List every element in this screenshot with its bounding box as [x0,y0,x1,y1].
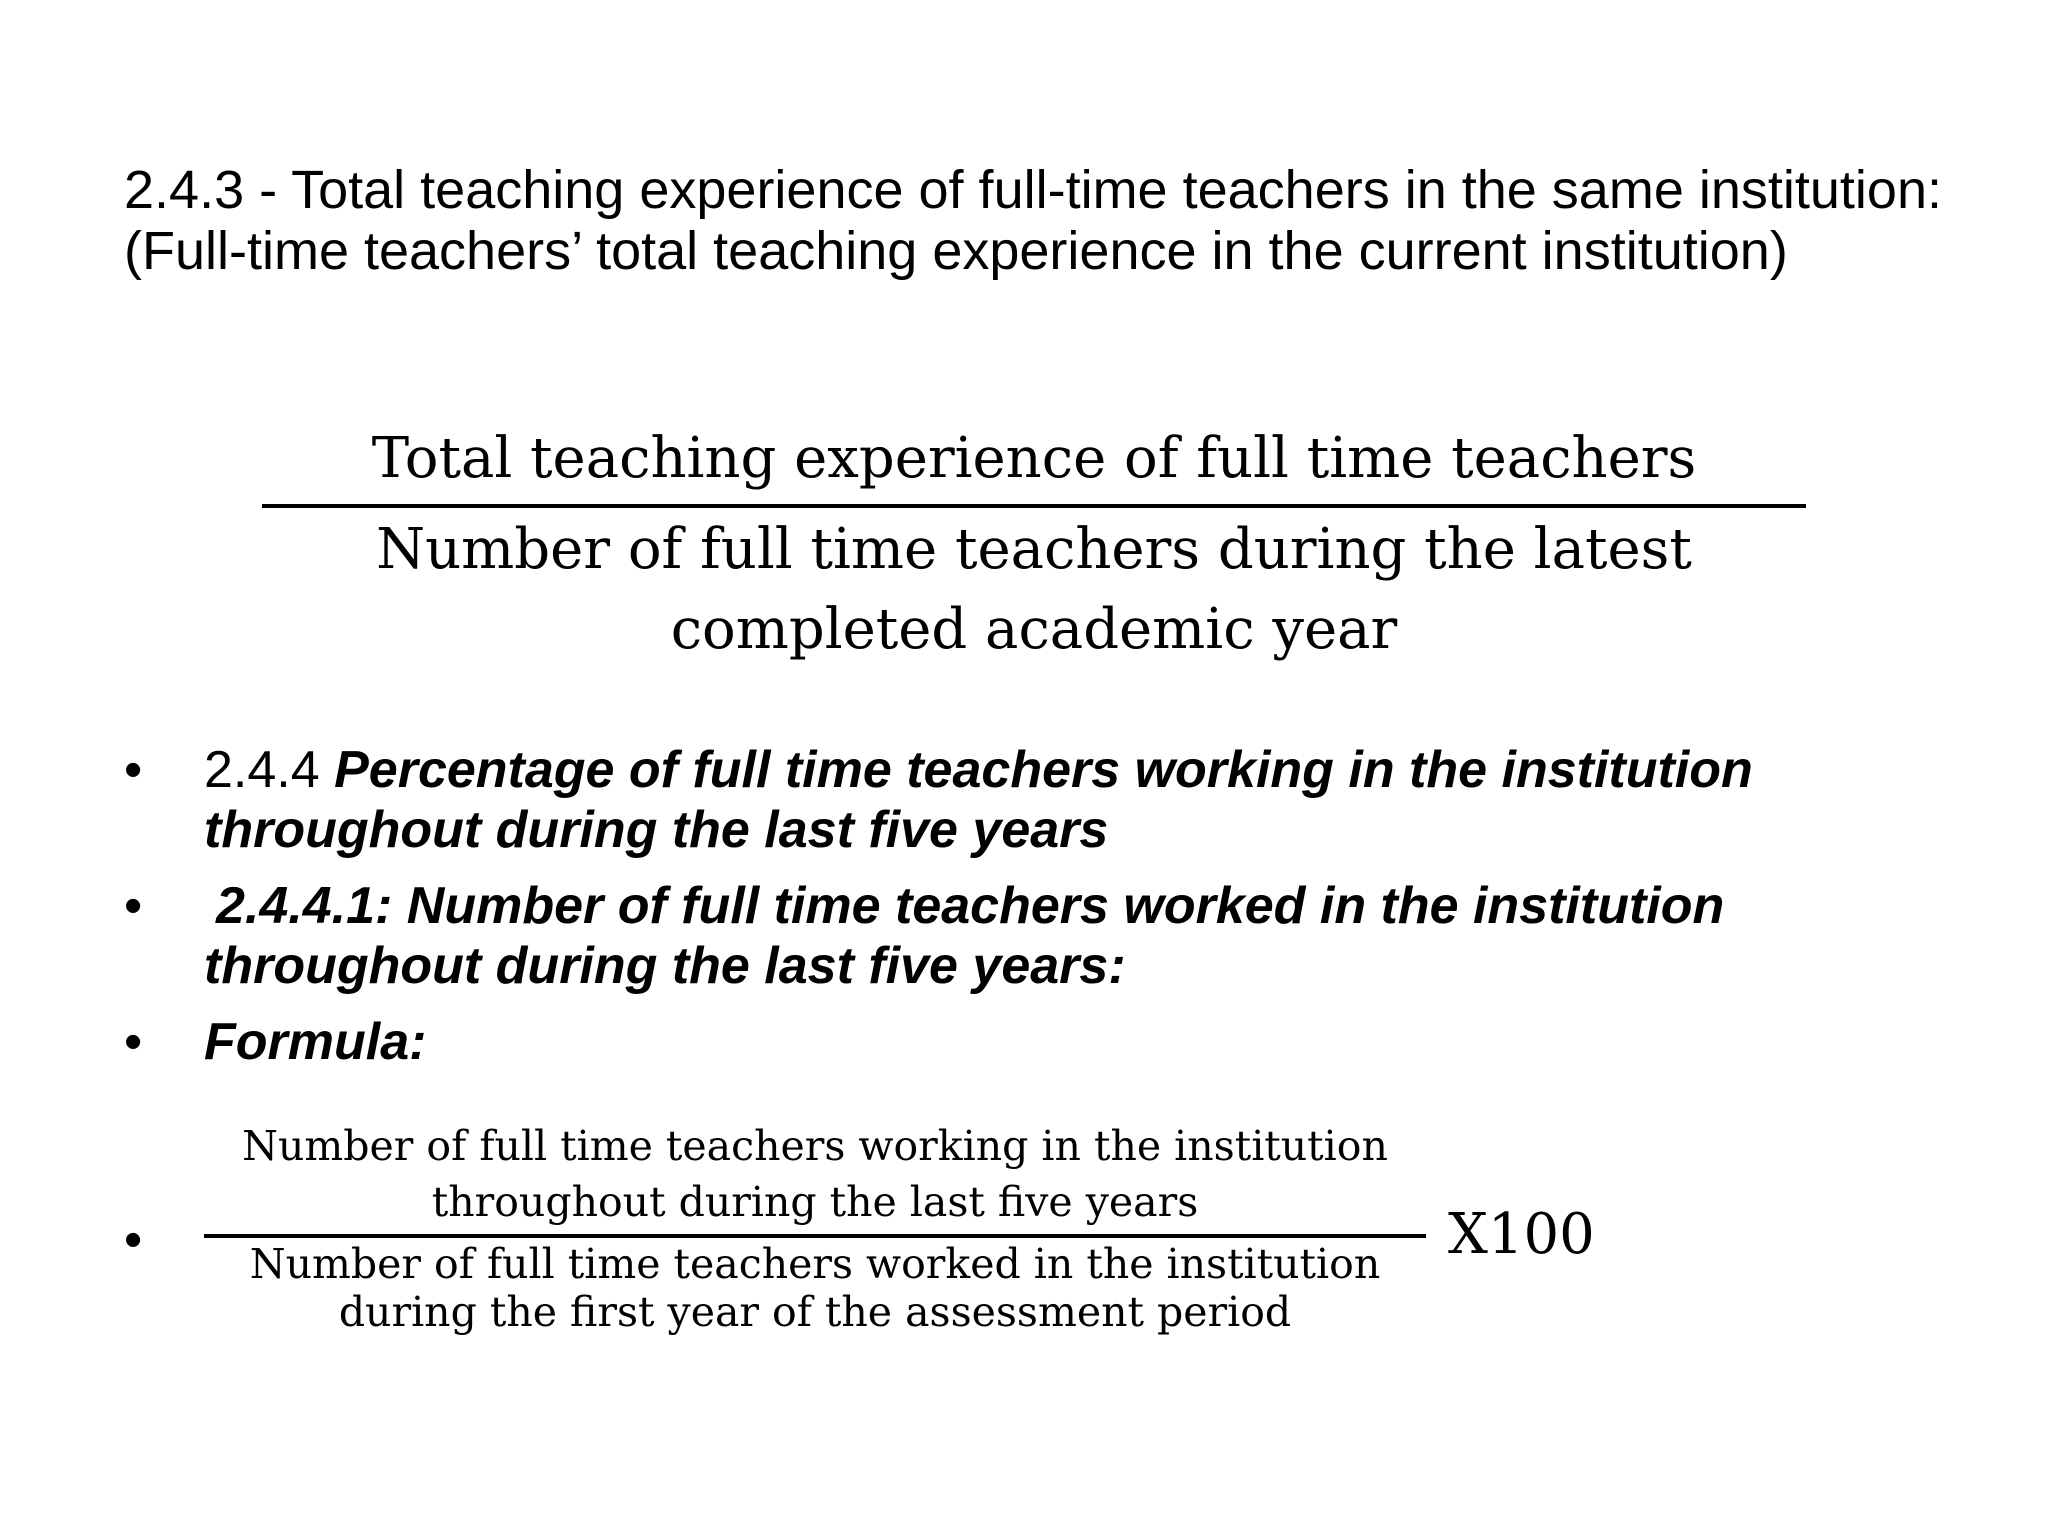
bullet-item-formula-label: Formula: [204,1013,427,1071]
experience-formula-numerator: Total teaching experience of full time teachers [262,420,1806,508]
experience-formula-denominator: Number of full time teachers during the latest completed academic year [376,517,1692,662]
bullet-item-244-number: 2.4.4 [204,741,335,799]
bullet-item-2441-text: 2.4.4.1: Number of full time teachers worked in the institution throughout during the last five years: [204,877,1725,995]
bullet-marker: • [124,741,143,799]
bullet-marker: • [124,1211,143,1269]
percentage-formula [204,1118,1426,1336]
bullet-item-244 [124,740,2004,860]
percentage-formula-denominator: Number of full time teachers worked in the institution during the first year of the assessment period [249,1240,1381,1336]
percentage-formula-row [124,1118,2004,1348]
bullet-item-244-text: Percentage of full time teachers working in the institution throughout during the last five years [204,741,1753,859]
experience-formula [262,420,1806,670]
percentage-multiplier: X100 [1448,1202,1595,1267]
bullet-marker: • [124,1013,143,1071]
bullet-item-formula [124,1012,2004,1072]
percentage-formula-numerator: Number of full time teachers working in the institution throughout during the last five years [204,1118,1426,1238]
criteria-bullet-list [124,740,2004,1088]
bullet-item-2441 [124,876,2004,996]
slide-heading: 2.4.3 - Total teaching experience of full-time teachers in the same institution: (Full-time teachers’ total teaching experience in the current institution) [124,160,1942,281]
bullet-marker: • [124,877,143,935]
